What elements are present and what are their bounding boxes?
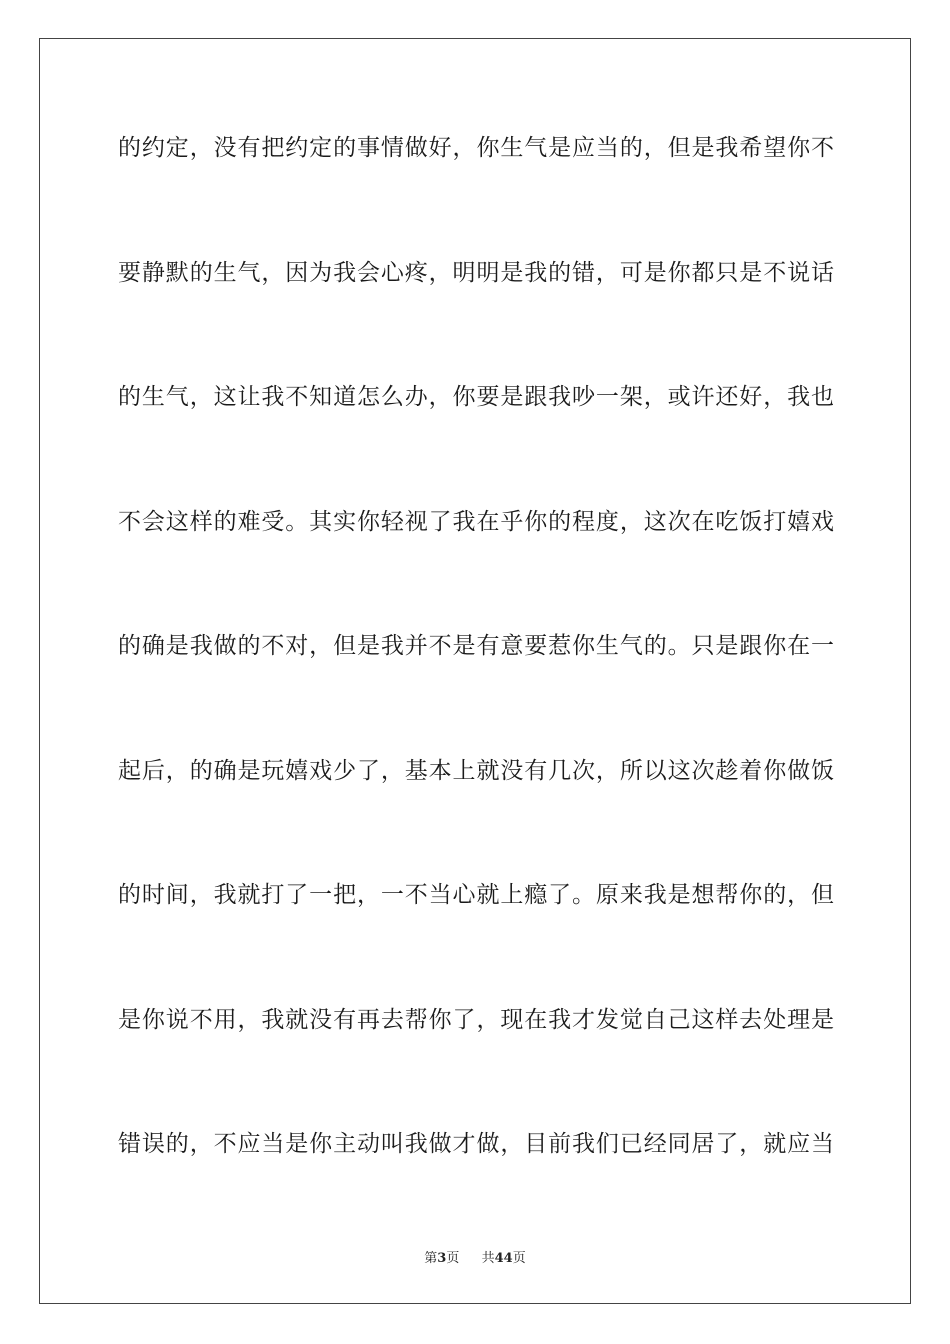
text-line-6: 起后，的确是玩嬉戏少了，基本上就没有几次，所以这次趁着你做饭 bbox=[118, 757, 834, 784]
page-suffix: 页 bbox=[446, 1251, 460, 1266]
text-line-8: 是你说不用，我就没有再去帮你了，现在我才发觉自己这样去处理是 bbox=[118, 1006, 834, 1033]
document-body bbox=[118, 128, 834, 1249]
text-line-2: 要静默的生气，因为我会心疼，明明是我的错，可是你都只是不说话 bbox=[118, 259, 834, 286]
total-pages-indicator bbox=[482, 1247, 526, 1266]
text-line-1: 的约定，没有把约定的事情做好，你生气是应当的，但是我希望你不 bbox=[118, 135, 834, 161]
page-footer bbox=[0, 1247, 950, 1266]
text-line-5: 的确是我做的不对，但是我并不是有意要惹你生气的。只是跟你在一 bbox=[118, 633, 834, 659]
text-line-9: 错误的，不应当是你主动叫我做才做，目前我们已经同居了，就应当 bbox=[118, 1131, 834, 1157]
text-line-3: 的生气，这让我不知道怎么办，你要是跟我吵一架，或许还好，我也 bbox=[118, 384, 834, 410]
page-prefix: 第 bbox=[424, 1251, 438, 1266]
total-suffix: 页 bbox=[512, 1251, 526, 1266]
page-indicator bbox=[424, 1247, 459, 1266]
total-pages: 44 bbox=[494, 1251, 513, 1266]
text-line-7: 的时间，我就打了一把，一不当心就上瘾了。原来我是想帮你的，但 bbox=[118, 882, 834, 908]
page-number: 3 bbox=[437, 1251, 447, 1266]
text-line-4: 不会这样的难受。其实你轻视了我在乎你的程度，这次在吃饭打嬉戏 bbox=[118, 508, 834, 535]
total-prefix: 共 bbox=[481, 1251, 495, 1266]
